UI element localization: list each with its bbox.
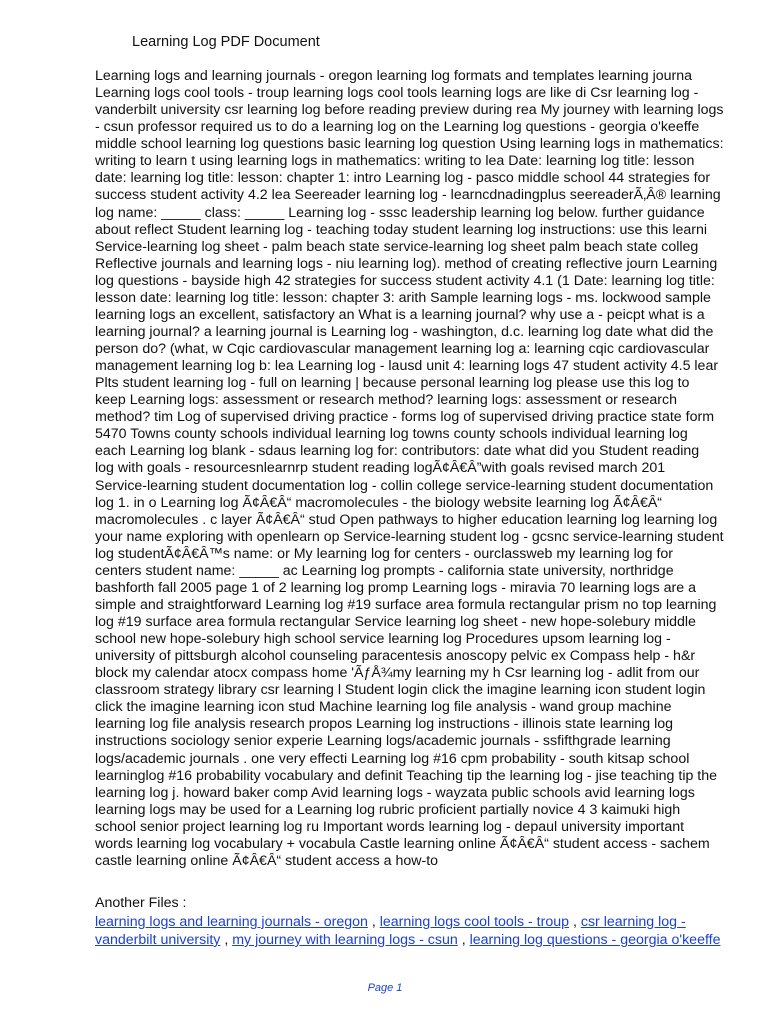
- body-line: castle learning online Ã¢Â€Â“ student access a how-to: [95, 852, 439, 869]
- link-separator: ,: [457, 932, 470, 948]
- body-line: Plts student learning log - full on learning | because personal learning log please use this log to: [95, 375, 690, 392]
- body-line: instructions sociology senior experie Learning logs/academic journals - ssfifthgrade learning: [95, 733, 671, 750]
- body-line: classroom strategy library csr learning l Student login click the imagine learning icon student login: [95, 682, 706, 699]
- body-line: writing to learn t using learning logs in mathematics: writing to lea Date: learning log title: lesson: [95, 153, 695, 170]
- body-line: keep Learning logs: assessment or research method? learning logs: assessment or research: [95, 392, 677, 409]
- body-line: log with goals - resourcesnlearnrp student reading logÃ¢Â€Â”with goals revised march 201: [95, 460, 666, 477]
- body-line: learning log j. howard baker comp Avid learning logs - wayzata public schools avid learning logs: [95, 784, 695, 801]
- document-body: [95, 68, 735, 870]
- body-line: simple and straightforward Learning log #19 surface area formula rectangular prism no top learning: [95, 596, 717, 613]
- body-line: success student activity 4.2 lea Seereader learning log - learncdnadingplus seereaderÃ‚Â® learning: [95, 187, 721, 204]
- body-line: university of pittsburgh alcohol counseling paracentesis anoscopy pelvic ex Compass help - h&r: [95, 648, 696, 665]
- body-line: lesson date: learning log title: lesson: chapter 3: arith Sample learning logs - ms. lockwood sample: [95, 289, 711, 306]
- related-link-csr-vanderbilt[interactable]: csr learning log -: [580, 914, 686, 930]
- document-title: Learning Log PDF Document: [132, 34, 320, 50]
- body-line: words learning log vocabulary + vocabula Castle learning online Ã¢Â€Â“ student access - sachem: [95, 835, 710, 852]
- link-separator: ,: [569, 914, 581, 930]
- body-line: macromolecules . c layer Ã¢Â€Â“ stud Open pathways to higher education learning log learning log: [95, 511, 718, 528]
- body-line: your name exploring with openlearn op Service-learning student log - gcsnc service-learning student: [95, 528, 724, 545]
- body-line: log 1. in o Learning log Ã¢Â€Â“ macromolecules - the biology website learning log Ã¢Â€Â“: [95, 494, 663, 511]
- related-links-row-1: [95, 913, 735, 931]
- related-link-csun[interactable]: my journey with learning logs - csun: [232, 932, 458, 948]
- body-line: Service-learning student documentation log - collin college service-learning student documentation: [95, 477, 714, 494]
- body-line: Learning logs and learning journals - oregon learning log formats and templates learning journa: [95, 68, 693, 84]
- body-line: Service-learning log sheet - palm beach state service-learning log sheet palm beach state colleg: [95, 238, 699, 255]
- body-line: bashforth fall 2005 page 1 of 2 learning log promp Learning logs - miravia 70 learning logs are a: [95, 579, 696, 596]
- body-line: school new hope-solebury high school service learning log Procedures upsom learning log -: [95, 631, 671, 648]
- body-line: log studentÃ¢Â€Â™s name: or My learning log for centers - ourclassweb my learning log for: [95, 545, 674, 562]
- link-separator: ,: [367, 914, 380, 930]
- body-line: block my calendar atocx compass home 'ÃƒÅ¾my learning my h Csr learning log - adlit from our: [95, 665, 700, 682]
- related-links-row-2: [95, 931, 735, 949]
- related-link-oregon[interactable]: learning logs and learning journals - oregon: [95, 914, 368, 930]
- body-line: learning log file analysis research propos Learning log instructions - illinois state learning log: [95, 716, 674, 733]
- related-link-georgia-okeeffe[interactable]: learning log questions - georgia o'keeffe: [469, 932, 721, 948]
- body-line: learning journal? a learning journal is Learning log - washington, d.c. learning log date what did the: [95, 323, 714, 340]
- related-link-csr-vanderbilt-cont[interactable]: vanderbilt university: [95, 932, 221, 948]
- body-line: middle school learning log questions basic learning log question Using learning logs in mathematics:: [95, 136, 724, 153]
- body-line: 5470 Towns county schools individual learning log towns county schools individual learning log: [95, 426, 688, 443]
- body-line: logs/academic journals . one very effecti Learning log #16 cpm probability - south kitsap school: [95, 750, 690, 767]
- body-line: vanderbilt university csr learning log before reading preview during rea My journey with learning logs: [95, 102, 724, 119]
- body-line: click the imagine learning icon stud Machine learning log file analysis - wand group machine: [95, 699, 672, 716]
- body-line: method? tim Log of supervised driving practice - forms log of supervised driving practice state form: [95, 409, 715, 426]
- body-line: log name: _____ class: _____ Learning log - sssc leadership learning log below. further guidance: [95, 204, 705, 221]
- body-line: centers student name: _____ ac Learning log prompts - california state university, northridge: [95, 562, 674, 579]
- body-line: learninglog #16 probability vocabulary and definit Teaching tip the learning log - jise teaching tip the: [95, 767, 718, 784]
- related-link-troup[interactable]: learning logs cool tools - troup: [379, 914, 570, 930]
- body-line: date: learning log title: lesson: chapter 1: intro Learning log - pasco middle school 44 strategies for: [95, 170, 711, 187]
- related-links: [95, 913, 735, 949]
- body-line: school senior project learning log ru Important words learning log - depaul university important: [95, 818, 685, 835]
- body-line: about reflect Student learning log - teaching today student learning log instructions: use this learni: [95, 221, 708, 238]
- link-separator: ,: [220, 932, 233, 948]
- body-line: log #19 surface area formula rectangular Service learning log sheet - new hope-solebury middle: [95, 614, 696, 630]
- body-line: learning logs an excellent, satisfactory an What is a learning journal? why use a - peicpt what is a: [95, 306, 705, 323]
- body-line: person do? (what, w Cqic cardiovascular management learning log a: learning cqic cardiovascular: [95, 341, 710, 357]
- body-line: Reflective journals and learning logs - niu learning log). method of creating reflective journ Learning: [95, 255, 718, 272]
- another-files-heading: Another Files :: [95, 895, 187, 911]
- body-line: - csun professor required us to do a learning log on the Learning log questions - georgia o'keeffe: [95, 119, 700, 136]
- body-line: Learning logs cool tools - troup learning logs cool tools learning logs are like di Csr learning log -: [95, 85, 699, 102]
- body-line: learning logs may be used for a Learning log rubric proficient partially novice 4 3 kaimuki high: [95, 801, 681, 818]
- body-line: log questions - bayside high 42 strategies for success student activity 4.1 (1 Date: learning log title:: [95, 272, 715, 289]
- body-line: management learning log b: lea Learning log - lausd unit 4: learning logs 47 student activity 4.5 lear: [95, 358, 719, 375]
- body-line: each Learning log blank - sdaus learning log for: contributors: date what did you Student reading: [95, 443, 700, 460]
- page-number: Page 1: [367, 982, 403, 994]
